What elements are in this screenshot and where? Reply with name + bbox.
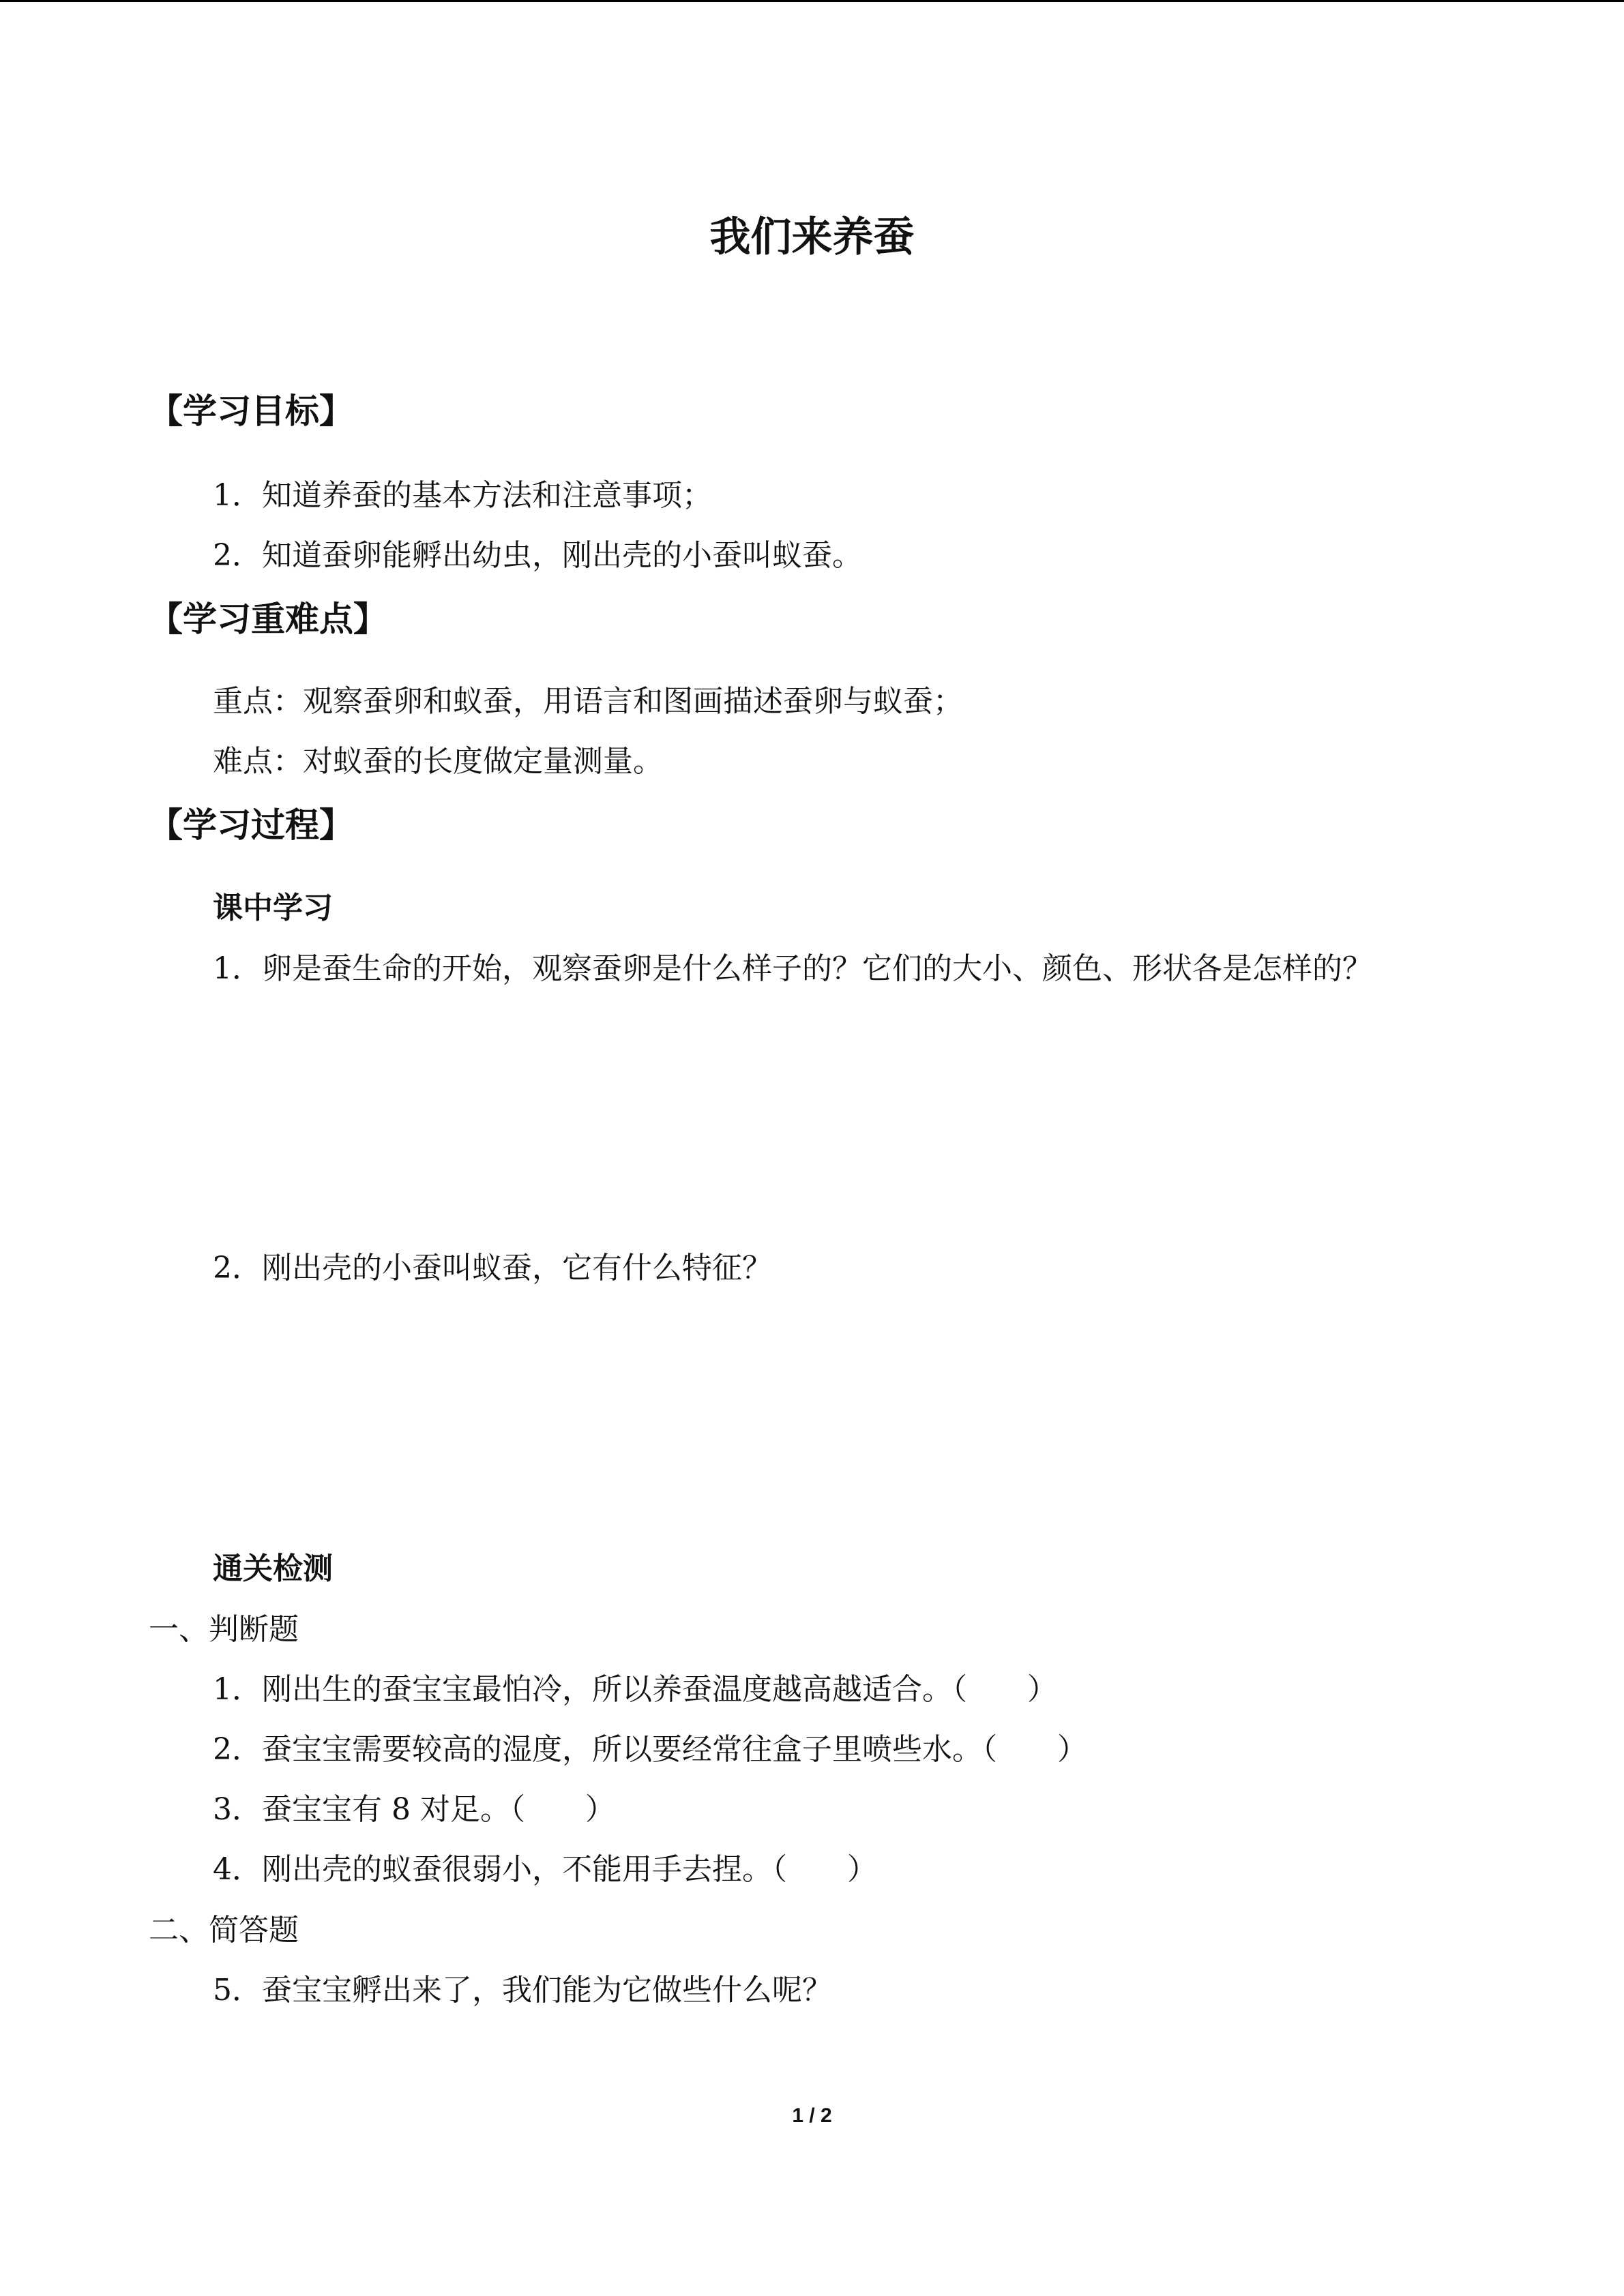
in-class-question-1: 1．卵是蚕生命的开始，观察蚕卵是什么样子的？它们的大小、颜色、形状各是怎样的？ — [213, 951, 1372, 986]
true-false-item-4: 4．刚出壳的蚁蚕很弱小，不能用手去捏。（ ） — [213, 1852, 877, 1887]
true-false-heading: 一、判断题 — [149, 1612, 299, 1647]
check-heading: 通关检测 — [213, 1551, 333, 1586]
top-border-line — [0, 0, 1624, 2]
key-point-item-2: 难点：对蚁蚕的长度做定量测量。 — [213, 744, 663, 779]
objective-item-1: 1．知道养蚕的基本方法和注意事项； — [213, 478, 712, 513]
short-answer-item-5: 5．蚕宝宝孵出来了，我们能为它做些什么呢？ — [213, 1973, 832, 2008]
process-heading: 【学习过程】 — [149, 805, 353, 845]
objective-item-2: 2．知道蚕卵能孵出幼虫，刚出壳的小蚕叫蚁蚕。 — [213, 538, 862, 573]
true-false-item-3: 3．蚕宝宝有 8 对足。（ ） — [213, 1792, 615, 1827]
in-class-heading: 课中学习 — [213, 891, 333, 925]
key-point-item-1: 重点：观察蚕卵和蚁蚕，用语言和图画描述蚕卵与蚁蚕； — [213, 684, 963, 719]
short-answer-heading: 二、简答题 — [149, 1913, 299, 1948]
true-false-item-2: 2．蚕宝宝需要较高的湿度，所以要经常往盒子里喷些水。（ ） — [213, 1732, 1087, 1767]
page-number: 1 / 2 — [792, 2104, 832, 2127]
true-false-item-1: 1．刚出生的蚕宝宝最怕冷，所以养蚕温度越高越适合。（ ） — [213, 1672, 1057, 1707]
key-points-heading: 【学习重难点】 — [149, 599, 387, 639]
page-title: 我们来养蚕 — [709, 213, 915, 261]
in-class-question-2: 2．刚出壳的小蚕叫蚁蚕，它有什么特征？ — [213, 1251, 772, 1285]
objectives-heading: 【学习目标】 — [149, 391, 353, 431]
